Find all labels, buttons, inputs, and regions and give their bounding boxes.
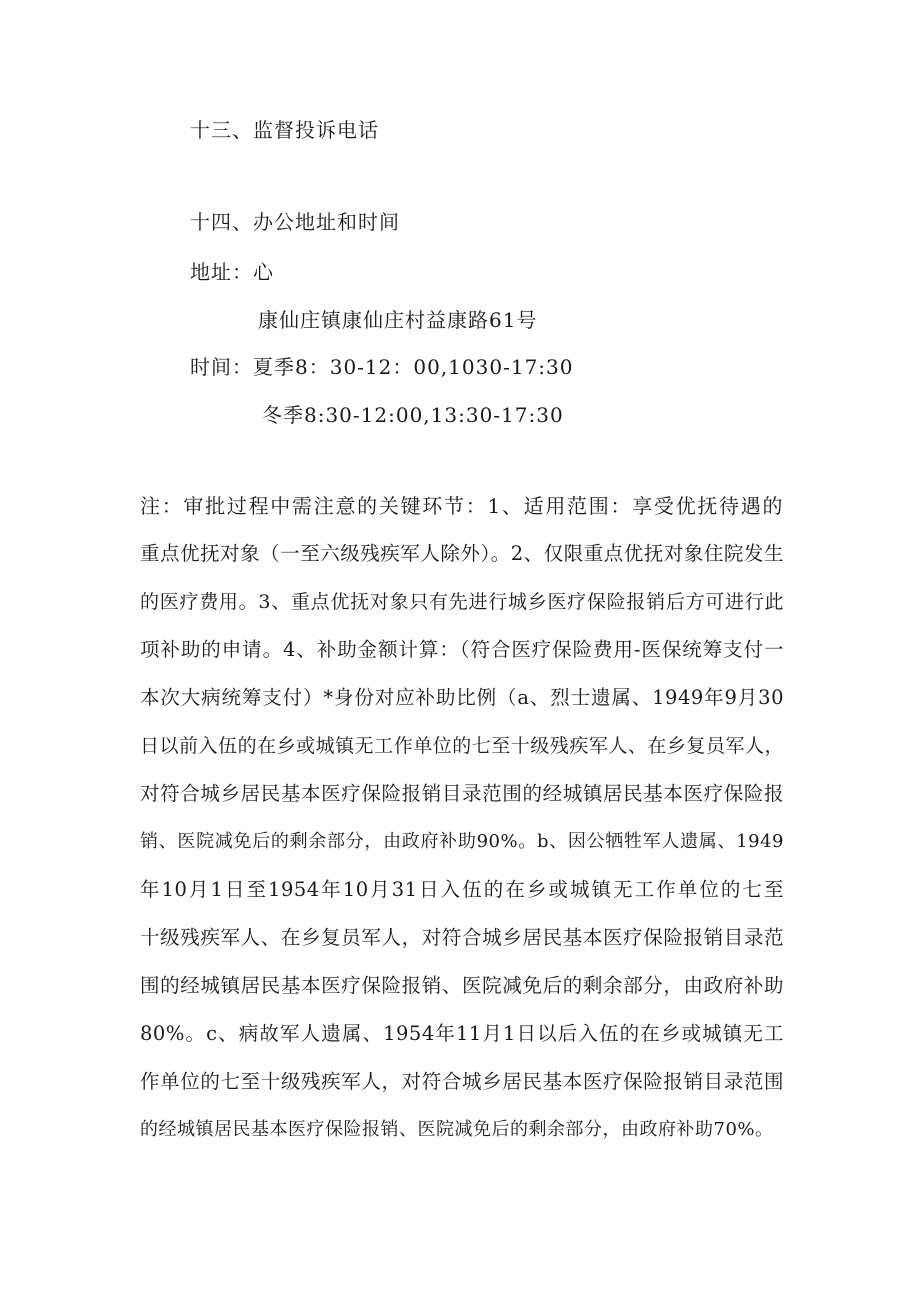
note-line: 对符合城乡居民基本医疗保险报销目录范围的经城镇居民基本医疗保险报 [140, 782, 784, 805]
note-line: 80%。c、病故军人遗属、1954年11月1日以后入伍的在乡或城镇无工 [140, 1022, 784, 1045]
section-heading-supervision: 十三、监督投诉电话 [190, 118, 379, 142]
note-line: 十级残疾军人、在乡复员军人，对符合城乡居民基本医疗保险报销目录范 [140, 926, 784, 949]
note-line: 注：审批过程中需注意的关键环节：1、适用范围：享受优抚待遇的 [140, 494, 784, 518]
address-label: 地址：心 [190, 260, 274, 284]
hours-winter: 冬季8:30-12:00,13:30-17:30 [262, 403, 564, 427]
note-line: 本次大病统筹支付）*身份对应补助比例（a、烈士遗属、1949年9月30 [140, 686, 784, 709]
note-line: 围的经城镇居民基本医疗保险报销、医院减免后的剩余部分，由政府补助 [140, 974, 784, 997]
note-line: 作单位的七至十级残疾军人，对符合城乡居民基本医疗保险报销目录范围 [140, 1070, 784, 1093]
section-heading-office: 十四、办公地址和时间 [190, 210, 400, 234]
note-line: 项补助的申请。4、补助金额计算：（符合医疗保险费用-医保统筹支付一 [140, 638, 784, 661]
note-line: 日以前入伍的在乡或城镇无工作单位的七至十级残疾军人、在乡复员军人， [140, 735, 784, 757]
hours-summer: 时间：夏季8：30-12：00,1030-17:30 [190, 355, 574, 379]
note-line: 销、医院减免后的剩余部分，由政府补助90%。b、因公牺牲军人遗属、1949 [140, 831, 784, 852]
note-line: 重点优抚对象（一至六级残疾军人除外）。2、仅限重点优抚对象住院发生 [140, 542, 784, 565]
note-line: 的医疗费用。3、重点优抚对象只有先进行城乡医疗保险报销后方可进行此 [140, 591, 784, 613]
note-line: 的经城镇居民基本医疗保险报销、医院减免后的剩余部分，由政府补助70%。 [140, 1119, 774, 1140]
address-detail: 康仙庄镇康仙庄村益康路61号 [258, 308, 538, 332]
note-line: 年10月1日至1954年10月31日入伍的在乡或城镇无工作单位的七至 [140, 878, 784, 901]
